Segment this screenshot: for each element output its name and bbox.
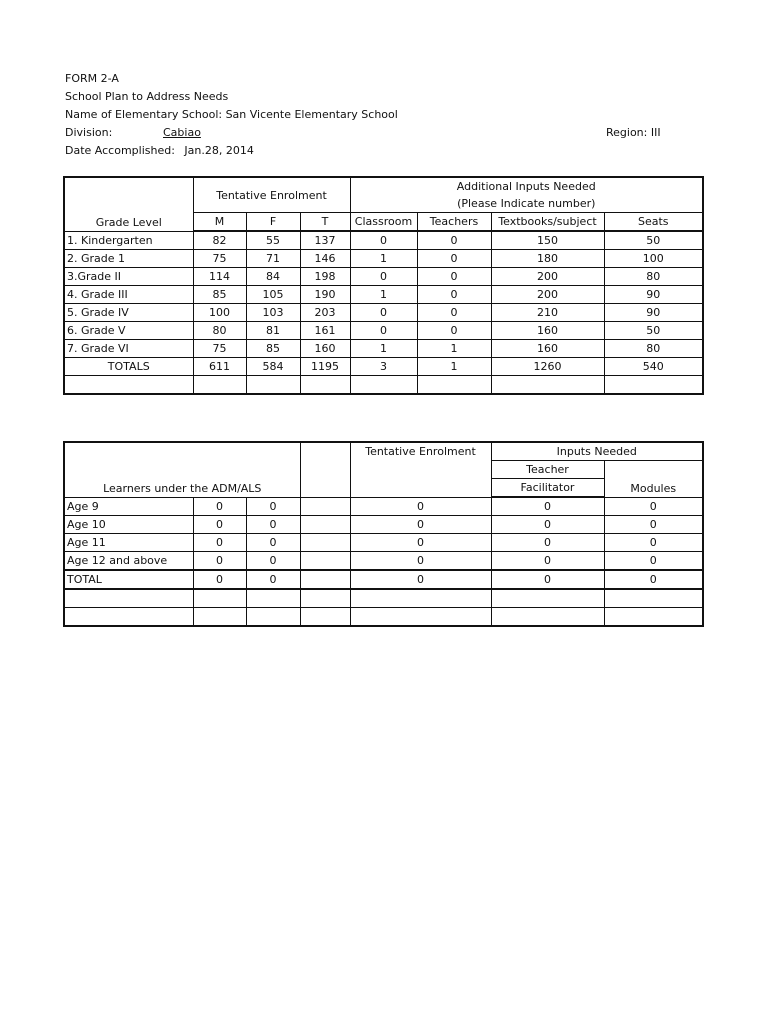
value-cell: 75 [193,340,246,358]
value-cell: 0 [350,322,417,340]
table-header-row [64,177,703,213]
value-cell: 0 [350,570,491,589]
value-cell: 1 [350,340,417,358]
value-cell: 0 [350,516,491,534]
school-name-line: Name of Elementary School: San Vicente Elementary School [65,108,398,121]
table-row [64,322,703,340]
value-cell: 0 [246,516,300,534]
col-header: M [193,213,246,232]
inputs-needed-header: Inputs Needed [491,442,703,461]
value-cell: 80 [604,340,703,358]
value-cell: 0 [350,552,491,571]
grade-cell: 3.Grade II [64,268,193,286]
value-cell: 75 [193,250,246,268]
value-cell: 90 [604,304,703,322]
facilitator-header: Facilitator [491,479,604,498]
table-row [64,497,703,516]
table-row [64,268,703,286]
col-header: Seats [604,213,703,232]
date-value: Jan.28, 2014 [184,144,254,157]
grade-cell: 7. Grade VI [64,340,193,358]
table-row [64,250,703,268]
grade-cell: 2. Grade 1 [64,250,193,268]
additional-inputs-line2: (Please Indicate number) [457,197,596,210]
value-cell: 84 [246,268,300,286]
value-cell: 0 [604,570,703,589]
learners-header: Learners under the ADM/ALS [64,442,300,497]
value-cell: 210 [491,304,604,322]
col-header: F [246,213,300,232]
value-cell: 3 [350,358,417,376]
age-cell: Age 11 [64,534,193,552]
col-header: T [300,213,350,232]
value-cell: 0 [417,268,491,286]
value-cell: 0 [491,534,604,552]
value-cell: 100 [193,304,246,322]
value-cell: 200 [491,286,604,304]
value-cell: 0 [491,516,604,534]
value-cell: 0 [350,304,417,322]
table-row [64,516,703,534]
age-cell: Age 9 [64,497,193,516]
table-header-row [64,442,703,461]
value-cell: 1195 [300,358,350,376]
value-cell: 85 [246,340,300,358]
value-cell: 180 [491,250,604,268]
value-cell: 160 [491,340,604,358]
value-cell: 100 [604,250,703,268]
teacher-header: Teacher [491,461,604,479]
value-cell: 85 [193,286,246,304]
value-cell: 80 [193,322,246,340]
age-cell: Age 10 [64,516,193,534]
blank-header [300,442,350,497]
value-cell: 0 [417,250,491,268]
age-cell: Age 12 and above [64,552,193,571]
value-cell: 0 [193,497,246,516]
additional-inputs-header [350,177,703,213]
tentative-enrolment-header: Tentative Enrolment [350,442,491,497]
grade-cell: 6. Grade V [64,322,193,340]
value-cell: 80 [604,268,703,286]
value-cell: 137 [300,231,350,250]
value-cell: 0 [350,534,491,552]
empty-row [64,589,703,608]
empty-row [64,376,703,395]
value-cell: 0 [417,322,491,340]
table-row [64,534,703,552]
value-cell: 55 [246,231,300,250]
empty-row [64,608,703,627]
value-cell: 0 [417,304,491,322]
grade-cell: 5. Grade IV [64,304,193,322]
total-label: TOTAL [64,570,193,589]
table-row [64,231,703,250]
adm-als-table [63,441,704,627]
table-row [64,304,703,322]
value-cell: 0 [491,570,604,589]
division-value: Cabiao [163,126,201,139]
value-cell: 0 [417,286,491,304]
value-cell: 50 [604,231,703,250]
value-cell: 1 [350,286,417,304]
value-cell: 0 [246,534,300,552]
value-cell: 0 [604,497,703,516]
value-cell: 203 [300,304,350,322]
value-cell: 103 [246,304,300,322]
value-cell: 0 [604,516,703,534]
value-cell: 190 [300,286,350,304]
value-cell: 160 [300,340,350,358]
value-cell: 146 [300,250,350,268]
value-cell: 0 [350,268,417,286]
totals-row [64,358,703,376]
col-header: Teachers [417,213,491,232]
value-cell: 105 [246,286,300,304]
value-cell: 160 [491,322,604,340]
value-cell: 0 [604,552,703,571]
additional-inputs-line1: Additional Inputs Needed [456,180,596,193]
value-cell: 161 [300,322,350,340]
value-cell: 584 [246,358,300,376]
totals-label: TOTALS [64,358,193,376]
value-cell: 114 [193,268,246,286]
plan-title: School Plan to Address Needs [65,90,229,103]
value-cell: 0 [193,516,246,534]
value-cell: 71 [246,250,300,268]
value-cell: 540 [604,358,703,376]
date-label: Date Accomplished: [65,144,175,157]
modules-header: Modules [604,461,703,498]
division-line [65,124,705,142]
value-cell: 0 [350,231,417,250]
value-cell: 611 [193,358,246,376]
value-cell: 0 [491,497,604,516]
value-cell: 1 [417,340,491,358]
region-label: Region: III [606,126,661,139]
table-row [64,552,703,571]
form-code: FORM 2-A [65,72,119,85]
value-cell: 1260 [491,358,604,376]
value-cell: 0 [193,570,246,589]
value-cell: 82 [193,231,246,250]
col-header: Classroom [350,213,417,232]
value-cell: 0 [246,552,300,571]
division-label: Division: [65,126,113,139]
value-cell: 0 [604,534,703,552]
value-cell: 0 [246,497,300,516]
value-cell: 81 [246,322,300,340]
table-row [64,286,703,304]
value-cell: 0 [417,231,491,250]
value-cell: 50 [604,322,703,340]
value-cell: 0 [491,552,604,571]
value-cell: 0 [350,497,491,516]
value-cell: 1 [350,250,417,268]
grade-cell: 1. Kindergarten [64,231,193,250]
value-cell: 200 [491,268,604,286]
col-header: Textbooks/subject [491,213,604,232]
value-cell: 0 [193,552,246,571]
tentative-enrolment-header: Tentative Enrolment [193,177,350,213]
enrolment-table [63,176,704,395]
value-cell: 0 [193,534,246,552]
value-cell: 90 [604,286,703,304]
value-cell: 150 [491,231,604,250]
grade-cell: 4. Grade III [64,286,193,304]
value-cell: 198 [300,268,350,286]
grade-level-header: Grade Level [64,177,193,231]
total-row [64,570,703,589]
value-cell: 1 [417,358,491,376]
table-row [64,340,703,358]
date-line [65,142,705,160]
value-cell: 0 [246,570,300,589]
